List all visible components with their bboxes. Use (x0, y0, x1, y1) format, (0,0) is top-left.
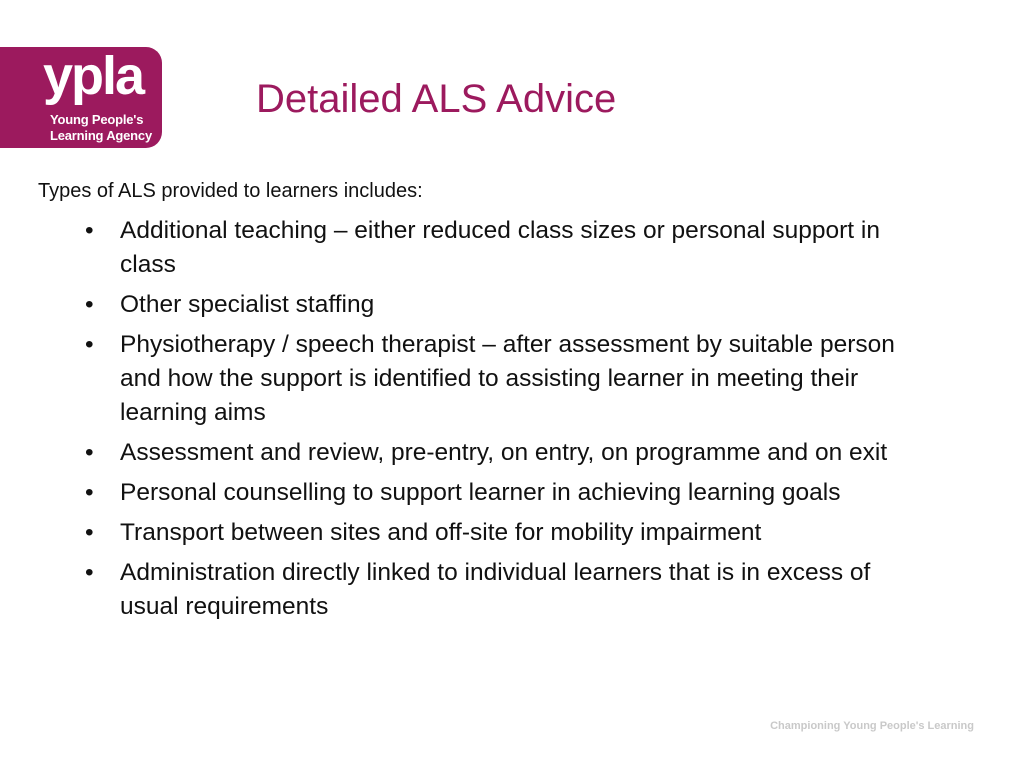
footer-tagline: Championing Young People's Learning (770, 720, 974, 732)
bullet-item (85, 214, 895, 282)
bullet-item (85, 288, 895, 322)
slide-title: Detailed ALS Advice (256, 77, 617, 121)
bullet-icon: • (85, 479, 94, 506)
bullet-item (85, 516, 895, 550)
bullet-icon: • (85, 519, 94, 546)
bullet-text: Other specialist staffing (120, 291, 375, 318)
bullet-text: Personal counselling to support learner in achieving learning goals (120, 479, 841, 506)
bullet-text: Physiotherapy / speech therapist – after assessment by suitable person and how the support is identified to assisting learner in meeting their learning aims (120, 331, 895, 426)
logo-tagline-line2: Learning Agency (50, 128, 152, 143)
bullet-item (85, 476, 895, 510)
bullet-icon: • (85, 217, 94, 244)
bullet-item (85, 436, 895, 470)
bullet-icon: • (85, 291, 94, 318)
bullet-text: Transport between sites and off-site for mobility impairment (120, 519, 762, 546)
bullet-icon: • (85, 439, 94, 466)
bullet-text: Assessment and review, pre-entry, on entry, on programme and on exit (120, 439, 888, 466)
bullet-icon: • (85, 559, 94, 586)
intro-text: Types of ALS provided to learners includes: (38, 180, 423, 202)
logo-tagline-line1: Young People's (50, 112, 144, 127)
bullet-text: Administration directly linked to individual learners that is in excess of usual requirements (120, 559, 871, 620)
bullet-icon: • (85, 331, 94, 358)
bullet-list (85, 214, 895, 630)
logo-mark: ypla (43, 46, 144, 106)
ypla-logo (0, 47, 162, 148)
bullet-item (85, 556, 895, 624)
bullet-item (85, 328, 895, 430)
bullet-text: Additional teaching – either reduced class sizes or personal support in class (120, 217, 880, 278)
